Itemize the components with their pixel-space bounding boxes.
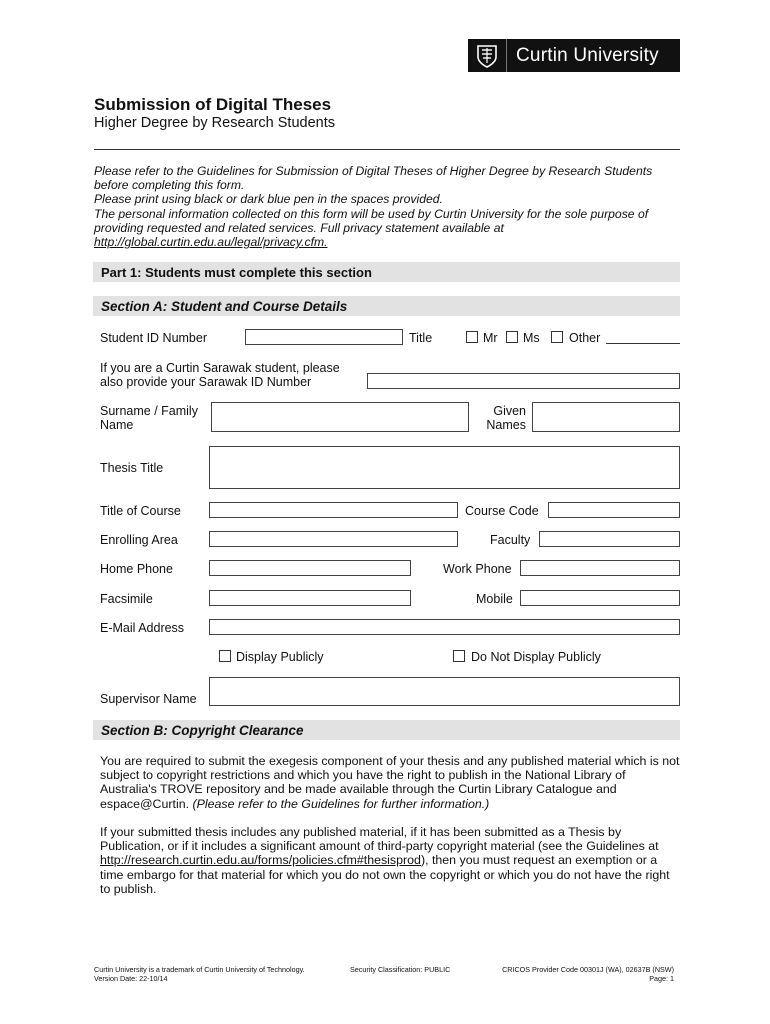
sarawak-label-line2: also provide your Sarawak ID Number [100, 375, 312, 389]
instruction-pen: Please print using black or dark blue pen in the spaces provided. [94, 192, 443, 207]
other-checkbox[interactable] [551, 331, 563, 343]
display-publicly-label: Display Publicly [236, 650, 324, 664]
thesis-title-field[interactable] [209, 446, 680, 489]
email-field[interactable] [209, 619, 680, 635]
display-publicly-checkbox[interactable] [219, 650, 231, 662]
section-a-heading: Section A: Student and Course Details [93, 296, 680, 316]
facsimile-label: Facsimile [100, 592, 153, 606]
copyright-note: (Please refer to the Guidelines for further information.) [192, 796, 490, 811]
logo-text: Curtin University [516, 44, 659, 66]
ms-checkbox[interactable] [506, 331, 518, 343]
copyright-text-1: You are required to submit the exegesis component of your thesis and any published material which is not subject to copyright restrictions and which you have the right to publish in the National Library of Australia's TROVE repository and be made available through the Curtin Library Catalogue and espace@Curtin. [100, 754, 680, 811]
mobile-label: Mobile [476, 592, 513, 606]
page-subtitle: Higher Degree by Research Students [94, 115, 335, 131]
section-b-heading: Section B: Copyright Clearance [93, 720, 680, 740]
surname-label-line1: Surname / Family [100, 404, 198, 418]
footer-page: Page: 1 [649, 974, 674, 983]
enrolling-area-field[interactable] [209, 531, 458, 547]
given-names-label [476, 404, 526, 432]
curtin-logo [468, 39, 680, 72]
thesis-title-label: Thesis Title [100, 461, 164, 475]
sarawak-label-line1: If you are a Curtin Sarawak student, please [100, 361, 340, 375]
footer-right [470, 965, 674, 983]
footer-cricos: CRICOS Provider Code 00301J (WA), 02637B (NSW) [502, 965, 674, 974]
do-not-display-label: Do Not Display Publicly [471, 650, 601, 664]
enrolling-area-label: Enrolling Area [100, 533, 178, 547]
course-code-label: Course Code [465, 504, 539, 518]
title-label: Title [409, 331, 433, 345]
course-title-label: Title of Course [100, 504, 181, 518]
work-phone-label: Work Phone [443, 562, 512, 576]
sarawak-id-field[interactable] [367, 373, 680, 389]
page-title: Submission of Digital Theses [94, 95, 332, 114]
supervisor-field[interactable] [209, 677, 680, 706]
ms-label: Ms [523, 331, 540, 345]
home-phone-field[interactable] [209, 560, 411, 576]
supervisor-label: Supervisor Name [100, 692, 197, 706]
work-phone-field[interactable] [520, 560, 680, 576]
privacy-link[interactable]: http://global.curtin.edu.au/legal/privacy.cfm. [94, 235, 328, 250]
header-divider [94, 149, 680, 150]
faculty-label: Faculty [490, 533, 531, 547]
crest-icon [468, 39, 507, 72]
copyright-paragraph-1 [100, 754, 680, 811]
surname-label-line2: Name [100, 418, 134, 432]
other-title-line[interactable] [606, 343, 680, 344]
home-phone-label: Home Phone [100, 562, 173, 576]
given-names-field[interactable] [532, 402, 680, 432]
instruction-privacy [94, 207, 684, 250]
privacy-text: The personal information collected on this form will be used by Curtin University for the sole purpose of providing requested and related services. Full privacy statement available at [94, 206, 649, 235]
mr-checkbox[interactable] [466, 331, 478, 343]
other-label: Other [569, 331, 601, 345]
given-label-line1: Given [493, 404, 526, 418]
surname-label [100, 404, 198, 432]
surname-field[interactable] [211, 402, 469, 432]
do-not-display-checkbox[interactable] [453, 650, 465, 662]
faculty-field[interactable] [539, 531, 680, 547]
copyright-text-2a: If your submitted thesis includes any published material, if it has been submitted as a Thesis by Publication, or if it includes a significant amount of third-party copyright material (see the Guidelines at [100, 825, 659, 854]
email-label: E-Mail Address [100, 621, 185, 635]
footer-trademark: Curtin University is a trademark of Curtin University of Technology. [94, 965, 305, 974]
course-code-field[interactable] [548, 502, 680, 518]
student-id-field[interactable] [245, 329, 403, 345]
mobile-field[interactable] [520, 590, 680, 606]
footer-version: Version Date: 22-10/14 [94, 974, 168, 983]
mr-label: Mr [483, 331, 498, 345]
thesis-policy-link[interactable]: http://research.curtin.edu.au/forms/policies.cfm#thesisprod [100, 853, 421, 868]
instruction-guidelines: Please refer to the Guidelines for Submission of Digital Theses of Higher Degree by Research Students before completing this form. [94, 164, 653, 193]
given-label-line2: Names [486, 418, 526, 432]
part1-heading: Part 1: Students must complete this section [93, 262, 680, 282]
sarawak-label [100, 361, 340, 389]
course-title-field[interactable] [209, 502, 458, 518]
copyright-paragraph-2 [100, 825, 680, 896]
copyright-text-2b: ), then you must request an exemption or a time embargo for that material for which you do not own the copyright or which you do not have the right to publish. [100, 853, 670, 896]
student-id-label: Student ID Number [100, 331, 207, 345]
footer-left [94, 965, 305, 983]
footer-security: Security Classification: PUBLIC [350, 965, 451, 974]
instructions [94, 164, 684, 249]
facsimile-field[interactable] [209, 590, 411, 606]
